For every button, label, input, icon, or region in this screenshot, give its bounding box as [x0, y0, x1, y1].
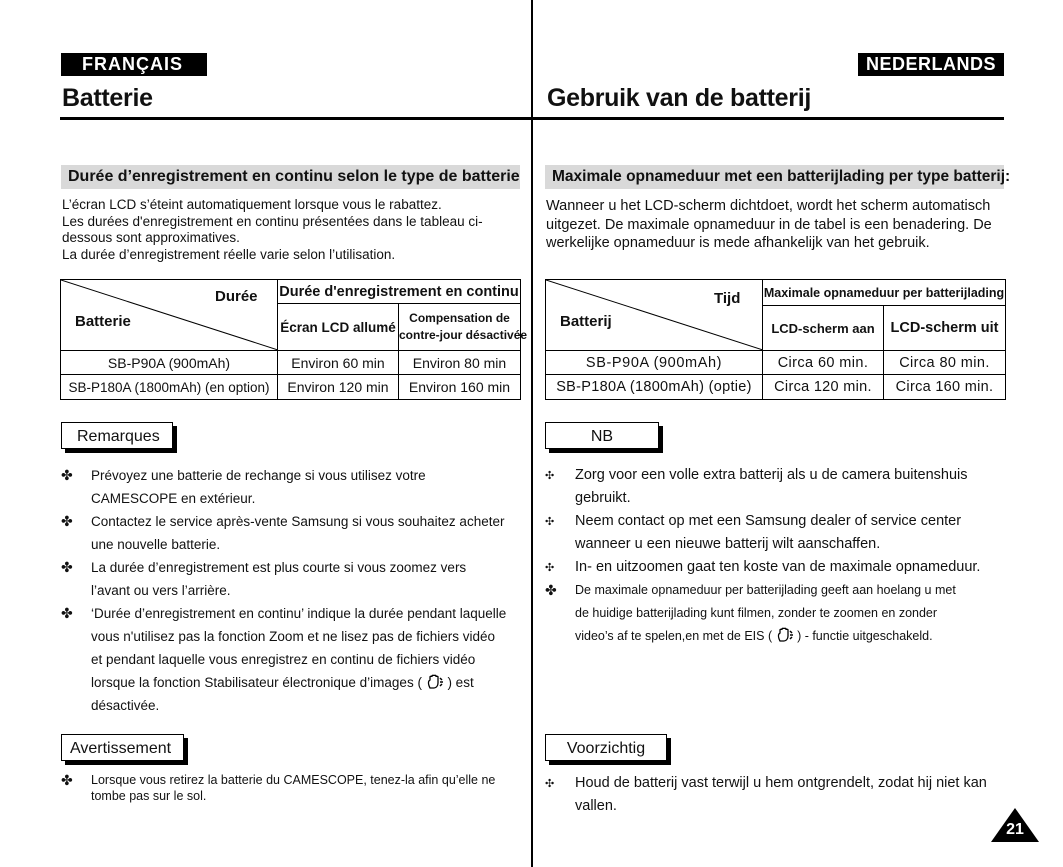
note-line: Prévoyez une batterie de rechange si vous utilisez votre — [91, 468, 426, 483]
list-item — [545, 464, 1007, 510]
notes-label-fr: Remarques — [61, 422, 173, 449]
list-item — [545, 579, 1007, 648]
intro-line: La durée d’enregistrement réelle varie selon l’utilisation. — [62, 246, 396, 262]
warning-label-nl: Voorzichtig — [545, 734, 667, 761]
center-divider — [531, 0, 533, 867]
section-title-fr: Durée d’enregistrement en continu selon le type de batterie — [61, 165, 520, 189]
table-cell: Circa 120 min. — [763, 375, 884, 400]
bullet-icon: ✤ — [61, 605, 73, 621]
table-cell: Circa 160 min. — [884, 375, 1006, 400]
note-text: ) - functie uitgeschakeld. — [793, 629, 933, 643]
page-title-nl: Gebruik van de batterij — [547, 84, 812, 112]
note-line: CAMESCOPE en extérieur. — [91, 491, 256, 506]
bullet-icon: ✤ — [61, 559, 73, 575]
intro-line: Wanneer u het LCD-scherm dichtdoet, wordt het scherm automatisch — [546, 198, 991, 214]
table-col-header: LCD-scherm uit — [884, 306, 1006, 351]
note-line: une nouvelle batterie. — [91, 537, 221, 552]
table-cell: Environ 160 min — [399, 375, 521, 400]
table-cell: Circa 80 min. — [884, 351, 1006, 375]
hand-stabilizer-icon — [776, 627, 794, 643]
table-cell: SB-P180A (1800mAh) (optie) — [546, 375, 763, 400]
bullet-icon: ✣ — [545, 470, 555, 482]
list-item — [545, 510, 1007, 556]
table-col-header — [399, 304, 528, 351]
bullet-icon: ✤ — [61, 513, 73, 529]
bullet-icon: ✣ — [545, 778, 555, 790]
table-group-header: Durée d'enregistrement en continu — [278, 280, 521, 304]
corner-top-label: Durée — [215, 288, 258, 305]
col-header-line: contre-jour désactivée — [399, 328, 528, 343]
notes-list-fr — [61, 464, 523, 717]
table-cell: SB-P90A (900mAh) — [546, 351, 763, 375]
notes-label-nl: NB — [545, 422, 659, 449]
corner-bottom-label: Batterie — [75, 313, 131, 330]
table-row — [61, 375, 521, 400]
table-group-header: Maximale opnameduur per batterijlading — [763, 280, 1006, 306]
table-cell: Circa 60 min. — [763, 351, 884, 375]
note-line: wanneer u een nieuwe batterij wilt aanschaffen. — [575, 536, 881, 552]
table-corner-cell — [546, 280, 763, 351]
warning-line: Lorsque vous retirez la batterie du CAMESCOPE, tenez-la afin qu’elle ne — [91, 773, 496, 787]
intro-line: L’écran LCD s’éteint automatiquement lorsque vous le rabattez. — [62, 197, 442, 212]
col-header-line: Compensation de — [409, 311, 510, 326]
page-number-badge — [991, 808, 1039, 842]
table-cell: Environ 120 min — [278, 375, 399, 400]
warning-list-nl — [545, 772, 1007, 818]
list-item — [61, 772, 523, 804]
battery-table-nl — [545, 279, 1006, 400]
table-cell: Environ 80 min — [399, 351, 521, 375]
note-text: ) est — [443, 675, 474, 690]
note-line: de huidige batterijlading kunt filmen, zonder te zoomen en zonder — [575, 606, 938, 620]
table-cell: SB-P90A (900mAh) — [61, 351, 278, 375]
note-line: gebruikt. — [575, 490, 631, 506]
bullet-icon: ✤ — [61, 467, 73, 483]
intro-line: uitgezet. De maximale opnameduur in de tabel is een benadering. De — [546, 216, 992, 233]
note-line — [575, 625, 1007, 648]
list-item — [61, 556, 523, 602]
bullet-icon: ✣ — [545, 516, 555, 528]
intro-line: werkelijke opnameduur is mede afhankelijk van het gebruik. — [546, 235, 930, 251]
note-line: vous n'utilisez pas la fonction Zoom et ne lisez pas de fichiers vidéo — [91, 629, 496, 644]
intro-line: dessous sont approximatives. — [62, 230, 240, 245]
notes-list-nl — [545, 464, 1007, 648]
note-line: De maximale opnameduur per batterijlading geeft aan hoelang u met — [575, 583, 956, 597]
warning-line: vallen. — [575, 798, 617, 814]
intro-line: Les durées d'enregistrement en continu présentées dans le tableau ci- — [62, 213, 483, 229]
list-item — [61, 510, 523, 556]
list-item — [61, 464, 523, 510]
section-title-nl: Maximale opnameduur met een batterijlading per type batterij: — [545, 165, 1004, 189]
table-row — [546, 351, 1006, 375]
note-text: video’s af te spelen,en met de EIS ( — [575, 629, 776, 643]
intro-text-fr — [62, 197, 483, 263]
page-title-fr: Batterie — [62, 84, 153, 112]
bullet-icon: ✤ — [61, 772, 73, 788]
table-cell: Environ 60 min — [278, 351, 399, 375]
table-corner-cell — [61, 280, 278, 351]
title-rule-right — [533, 117, 1004, 120]
note-line: Zorg voor een volle extra batterij als u de camera buitenshuis — [575, 467, 968, 483]
note-line: In- en uitzoomen gaat ten koste van de maximale opnameduur. — [575, 559, 981, 575]
corner-bottom-label: Batterij — [560, 313, 612, 330]
list-item — [545, 556, 1007, 579]
title-rule-left — [60, 117, 531, 120]
bullet-icon: ✣ — [545, 562, 555, 574]
table-col-header: LCD-scherm aan — [763, 306, 884, 351]
table-row — [546, 375, 1006, 400]
warning-line: Houd de batterij vast terwijl u hem ontgrendelt, zodat hij niet kan — [575, 775, 987, 791]
bullet-icon: ✤ — [545, 582, 557, 598]
note-line: désactivée. — [91, 698, 160, 713]
note-line: La durée d’enregistrement est plus courte si vous zoomez vers — [91, 560, 467, 575]
table-row — [61, 351, 521, 375]
note-text: lorsque la fonction Stabilisateur électronique d’images ( — [91, 675, 426, 690]
list-item — [61, 602, 523, 717]
warning-label-fr: Avertissement — [61, 734, 184, 761]
note-line — [91, 671, 523, 694]
note-line: Contactez le service après-vente Samsung si vous souhaitez acheter — [91, 514, 505, 529]
battery-table-fr — [60, 279, 528, 400]
warning-list-fr — [61, 772, 523, 804]
language-label-fr: FRANÇAIS — [61, 53, 207, 76]
table-col-header: Écran LCD allumé — [278, 304, 399, 351]
list-item — [545, 772, 1007, 818]
language-label-nl: NEDERLANDS — [858, 53, 1004, 76]
hand-stabilizer-icon — [426, 674, 444, 690]
warning-line: tombe pas sur le sol. — [91, 789, 207, 803]
note-line: l’avant ou vers l’arrière. — [91, 583, 231, 598]
note-line: et pendant laquelle vous enregistrez en continu de fichiers vidéo — [91, 652, 476, 667]
corner-top-label: Tijd — [714, 290, 741, 307]
note-line: Neem contact op met een Samsung dealer of service center — [575, 513, 962, 529]
note-line: ‘Durée d’enregistrement en continu’ indique la durée pendant laquelle — [91, 606, 507, 621]
intro-text-nl — [546, 197, 992, 253]
table-cell: SB-P180A (1800mAh) (en option) — [61, 375, 278, 400]
page-number: 21 — [1006, 821, 1024, 838]
